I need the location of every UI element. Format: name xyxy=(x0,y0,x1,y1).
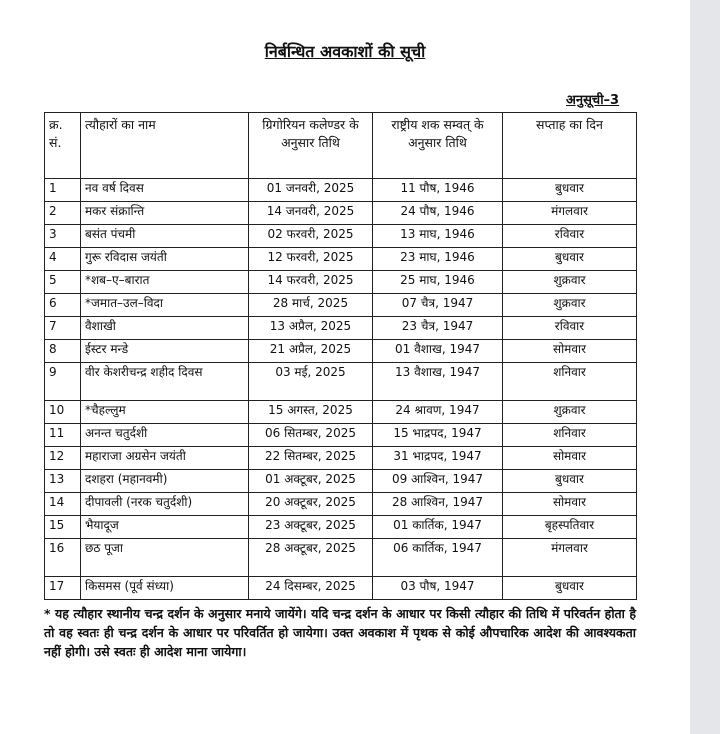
cell-shaka-date: 28 आश्विन, 1947 xyxy=(373,493,503,516)
table-row xyxy=(45,294,637,317)
table-row xyxy=(45,516,637,539)
cell-shaka-date: 15 भाद्रपद, 1947 xyxy=(373,424,503,447)
cell-weekday: मंगलवार xyxy=(503,539,637,577)
header-sno: क्र. सं. xyxy=(45,113,81,179)
table-row xyxy=(45,401,637,424)
cell-gregorian-date: 06 सितम्बर, 2025 xyxy=(249,424,373,447)
table-row xyxy=(45,577,637,600)
cell-gregorian-date: 23 अक्टूबर, 2025 xyxy=(249,516,373,539)
cell-gregorian-date: 01 जनवरी, 2025 xyxy=(249,179,373,202)
cell-festival-name: *जमात–उल–विदा xyxy=(81,294,249,317)
cell-shaka-date: 07 चैत्र, 1947 xyxy=(373,294,503,317)
cell-weekday: शनिवार xyxy=(503,424,637,447)
table-row xyxy=(45,317,637,340)
cell-weekday: शनिवार xyxy=(503,363,637,401)
cell-shaka-date: 25 माघ, 1946 xyxy=(373,271,503,294)
cell-weekday: बुधवार xyxy=(503,248,637,271)
cell-shaka-date: 09 आश्विन, 1947 xyxy=(373,470,503,493)
cell-gregorian-date: 24 दिसम्बर, 2025 xyxy=(249,577,373,600)
table-row xyxy=(45,340,637,363)
holiday-table xyxy=(44,112,637,600)
cell-shaka-date: 24 पौष, 1946 xyxy=(373,202,503,225)
cell-festival-name: नव वर्ष दिवस xyxy=(81,179,249,202)
cell-sno: 12 xyxy=(45,447,81,470)
cell-gregorian-date: 21 अप्रैल, 2025 xyxy=(249,340,373,363)
cell-festival-name: *चैहल्लुम xyxy=(81,401,249,424)
cell-gregorian-date: 03 मई, 2025 xyxy=(249,363,373,401)
cell-sno: 13 xyxy=(45,470,81,493)
cell-sno: 11 xyxy=(45,424,81,447)
table-row xyxy=(45,539,637,577)
cell-festival-name: मकर संक्रान्ति xyxy=(81,202,249,225)
cell-sno: 15 xyxy=(45,516,81,539)
cell-shaka-date: 01 वैशाख, 1947 xyxy=(373,340,503,363)
cell-festival-name: वैशाखी xyxy=(81,317,249,340)
schedule-label: अनुसूची–3 xyxy=(566,93,620,108)
cell-weekday: रविवार xyxy=(503,317,637,340)
cell-festival-name: बसंत पंचमी xyxy=(81,225,249,248)
header-weekday: सप्ताह का दिन xyxy=(503,113,637,179)
cell-gregorian-date: 13 अप्रैल, 2025 xyxy=(249,317,373,340)
table-row xyxy=(45,271,637,294)
cell-weekday: सोमवार xyxy=(503,493,637,516)
header-gregorian-date: ग्रिगोरियन कलेण्डर के अनुसार तिथि xyxy=(249,113,373,179)
cell-shaka-date: 23 माघ, 1946 xyxy=(373,248,503,271)
cell-weekday: सोमवार xyxy=(503,340,637,363)
header-shaka-date: राष्ट्रीय शक सम्वत् के अनुसार तिथि xyxy=(373,113,503,179)
cell-weekday: सोमवार xyxy=(503,447,637,470)
cell-sno: 7 xyxy=(45,317,81,340)
cell-weekday: बुधवार xyxy=(503,577,637,600)
cell-gregorian-date: 22 सितम्बर, 2025 xyxy=(249,447,373,470)
cell-festival-name: दीपावली (नरक चतुर्दशी) xyxy=(81,493,249,516)
cell-weekday: शुक्रवार xyxy=(503,401,637,424)
cell-sno: 8 xyxy=(45,340,81,363)
cell-gregorian-date: 02 फरवरी, 2025 xyxy=(249,225,373,248)
cell-festival-name: ईस्टर मन्डे xyxy=(81,340,249,363)
cell-festival-name: महाराजा अग्रसेन जयंती xyxy=(81,447,249,470)
cell-shaka-date: 13 माघ, 1946 xyxy=(373,225,503,248)
cell-shaka-date: 31 भाद्रपद, 1947 xyxy=(373,447,503,470)
footnote: * यह त्यौहार स्थानीय चन्द्र दर्शन के अनुसार मनाये जायेंगे। यदि चन्द्र दर्शन के आधार पर किसी त्यौहार की तिथि में परिवर्तन होता है तो वह स्वतः ही चन्द्र दर्शन के आधार पर परिवर्तित हो जायेगा। उक्त अवकाश में पृथक से कोई औपचारिक आदेश की आवश्यकता नहीं होगी। उसे स्वतः ही आदेश माना जायेगा। xyxy=(44,606,636,659)
table-row xyxy=(45,179,637,202)
table-row xyxy=(45,447,637,470)
cell-festival-name: छठ पूजा xyxy=(81,539,249,577)
cell-shaka-date: 11 पौष, 1946 xyxy=(373,179,503,202)
header-festival-name: त्यौहारों का नाम xyxy=(81,113,249,179)
cell-weekday: शुक्रवार xyxy=(503,271,637,294)
cell-sno: 17 xyxy=(45,577,81,600)
cell-gregorian-date: 14 फरवरी, 2025 xyxy=(249,271,373,294)
cell-sno: 3 xyxy=(45,225,81,248)
cell-gregorian-date: 12 फरवरी, 2025 xyxy=(249,248,373,271)
cell-sno: 6 xyxy=(45,294,81,317)
cell-shaka-date: 06 कार्तिक, 1947 xyxy=(373,539,503,577)
cell-festival-name: दशहरा (महानवमी) xyxy=(81,470,249,493)
cell-sno: 5 xyxy=(45,271,81,294)
cell-weekday: बुधवार xyxy=(503,179,637,202)
cell-shaka-date: 13 वैशाख, 1947 xyxy=(373,363,503,401)
table-header-row xyxy=(45,113,637,179)
cell-gregorian-date: 28 मार्च, 2025 xyxy=(249,294,373,317)
cell-gregorian-date: 01 अक्टूबर, 2025 xyxy=(249,470,373,493)
cell-shaka-date: 01 कार्तिक, 1947 xyxy=(373,516,503,539)
cell-festival-name: गुरू रविदास जयंती xyxy=(81,248,249,271)
cell-sno: 4 xyxy=(45,248,81,271)
table-row xyxy=(45,202,637,225)
cell-festival-name: वीर केशरीचन्द्र शहीद दिवस xyxy=(81,363,249,401)
cell-weekday: बुधवार xyxy=(503,470,637,493)
page-title: निर्बन्धित अवकाशों की सूची xyxy=(264,42,426,61)
background-edge xyxy=(690,0,720,734)
cell-sno: 9 xyxy=(45,363,81,401)
cell-weekday: रविवार xyxy=(503,225,637,248)
cell-sno: 2 xyxy=(45,202,81,225)
cell-shaka-date: 23 चैत्र, 1947 xyxy=(373,317,503,340)
table-row xyxy=(45,363,637,401)
cell-sno: 16 xyxy=(45,539,81,577)
table-row xyxy=(45,225,637,248)
cell-weekday: बृहस्पतिवार xyxy=(503,516,637,539)
cell-gregorian-date: 15 अगस्त, 2025 xyxy=(249,401,373,424)
cell-weekday: शुक्रवार xyxy=(503,294,637,317)
cell-shaka-date: 24 श्रावण, 1947 xyxy=(373,401,503,424)
table-row xyxy=(45,248,637,271)
cell-sno: 1 xyxy=(45,179,81,202)
cell-gregorian-date: 20 अक्टूबर, 2025 xyxy=(249,493,373,516)
cell-festival-name: किसमस (पूर्व संध्या) xyxy=(81,577,249,600)
cell-sno: 10 xyxy=(45,401,81,424)
table-row xyxy=(45,470,637,493)
table-row xyxy=(45,424,637,447)
cell-festival-name: अनन्त चतुर्दशी xyxy=(81,424,249,447)
cell-sno: 14 xyxy=(45,493,81,516)
cell-weekday: मंगलवार xyxy=(503,202,637,225)
cell-festival-name: *शब–ए–बारात xyxy=(81,271,249,294)
cell-festival-name: भैयादूज xyxy=(81,516,249,539)
table-row xyxy=(45,493,637,516)
cell-gregorian-date: 14 जनवरी, 2025 xyxy=(249,202,373,225)
cell-gregorian-date: 28 अक्टूबर, 2025 xyxy=(249,539,373,577)
cell-shaka-date: 03 पौष, 1947 xyxy=(373,577,503,600)
